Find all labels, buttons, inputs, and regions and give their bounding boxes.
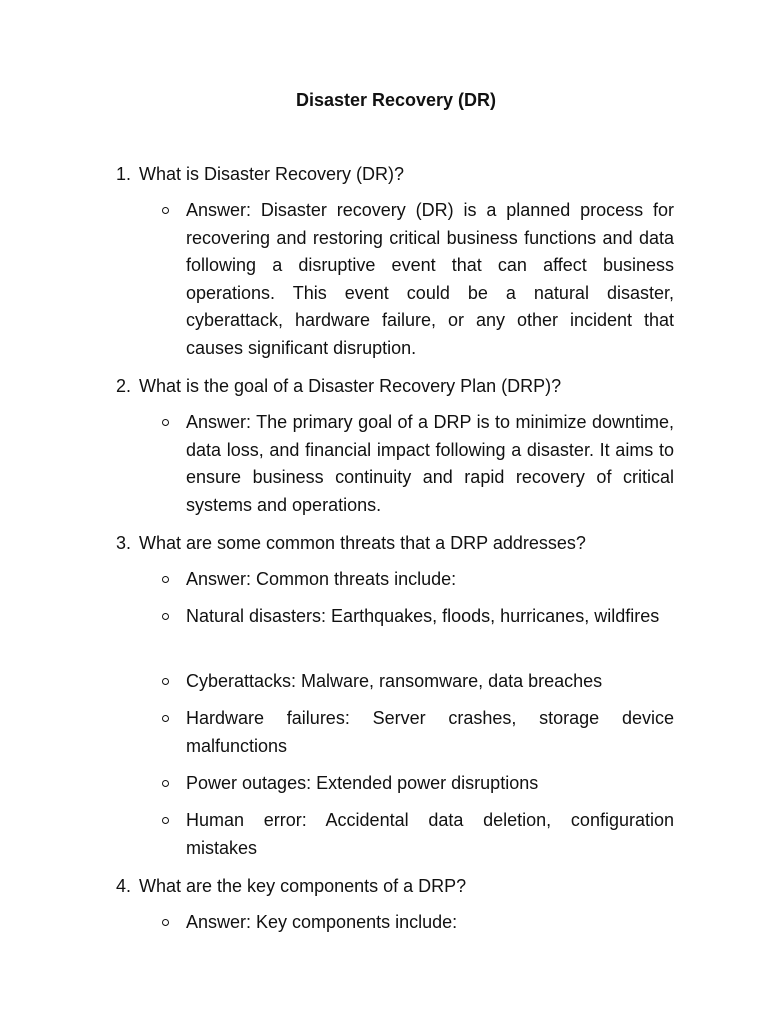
bullet-text: Human error: Accidental data deletion, configuration mistakes [186, 810, 674, 858]
hollow-bullet-icon [162, 919, 169, 926]
bullet-text: Natural disasters: Earthquakes, floods, hurricanes, wildfires [186, 606, 660, 626]
answer-bullet [186, 566, 674, 594]
hollow-bullet-icon [162, 780, 169, 787]
threat-bullet [186, 603, 674, 631]
bullet-text: Answer: Common threats include: [186, 569, 457, 589]
hollow-bullet-icon [162, 613, 169, 620]
document-title: Disaster Recovery (DR) [295, 90, 497, 110]
question-number: 2. [116, 376, 132, 396]
bullet-text: Answer: The primary goal of a DRP is to minimize downtime, data loss, and financial impact following a disaster. It aims to ensure business continuity and rapid recovery of critical systems and operations. [186, 412, 674, 515]
question-text: What is the goal of a Disaster Recovery Plan (DRP)? [139, 376, 562, 396]
answer-bullet [186, 909, 674, 937]
question-text: What are some common threats that a DRP addresses? [139, 533, 586, 553]
threat-bullet [186, 705, 674, 760]
question-1 [116, 163, 676, 185]
bullet-text: Hardware failures: Server crashes, storage device malfunctions [186, 708, 674, 756]
answer-bullet [186, 409, 674, 519]
bullet-text: Cyberattacks: Malware, ransomware, data breaches [186, 671, 603, 691]
question-3 [116, 532, 676, 554]
threat-bullet [186, 807, 674, 862]
hollow-bullet-icon [162, 678, 169, 685]
question-text: What is Disaster Recovery (DR)? [139, 164, 405, 184]
hollow-bullet-icon [162, 576, 169, 583]
bullet-text: Power outages: Extended power disruptions [186, 773, 539, 793]
question-number: 1. [116, 164, 132, 184]
question-2 [116, 375, 676, 397]
hollow-bullet-icon [162, 715, 169, 722]
answer-bullet [186, 197, 674, 362]
question-number: 3. [116, 533, 132, 553]
hollow-bullet-icon [162, 207, 169, 214]
threat-bullet [186, 770, 674, 798]
bullet-text: Answer: Key components include: [186, 912, 458, 932]
bullet-text: Answer: Disaster recovery (DR) is a planned process for recovering and restoring critical business functions and data following a disruptive event that can affect business operations. This event could be a natural disaster, cyberattack, hardware failure, or any other incident that causes significant disruption. [186, 200, 674, 358]
question-number: 4. [116, 876, 132, 896]
hollow-bullet-icon [162, 817, 169, 824]
hollow-bullet-icon [162, 419, 169, 426]
threat-bullet [186, 668, 674, 696]
question-4 [116, 875, 676, 897]
question-text: What are the key components of a DRP? [139, 876, 467, 896]
